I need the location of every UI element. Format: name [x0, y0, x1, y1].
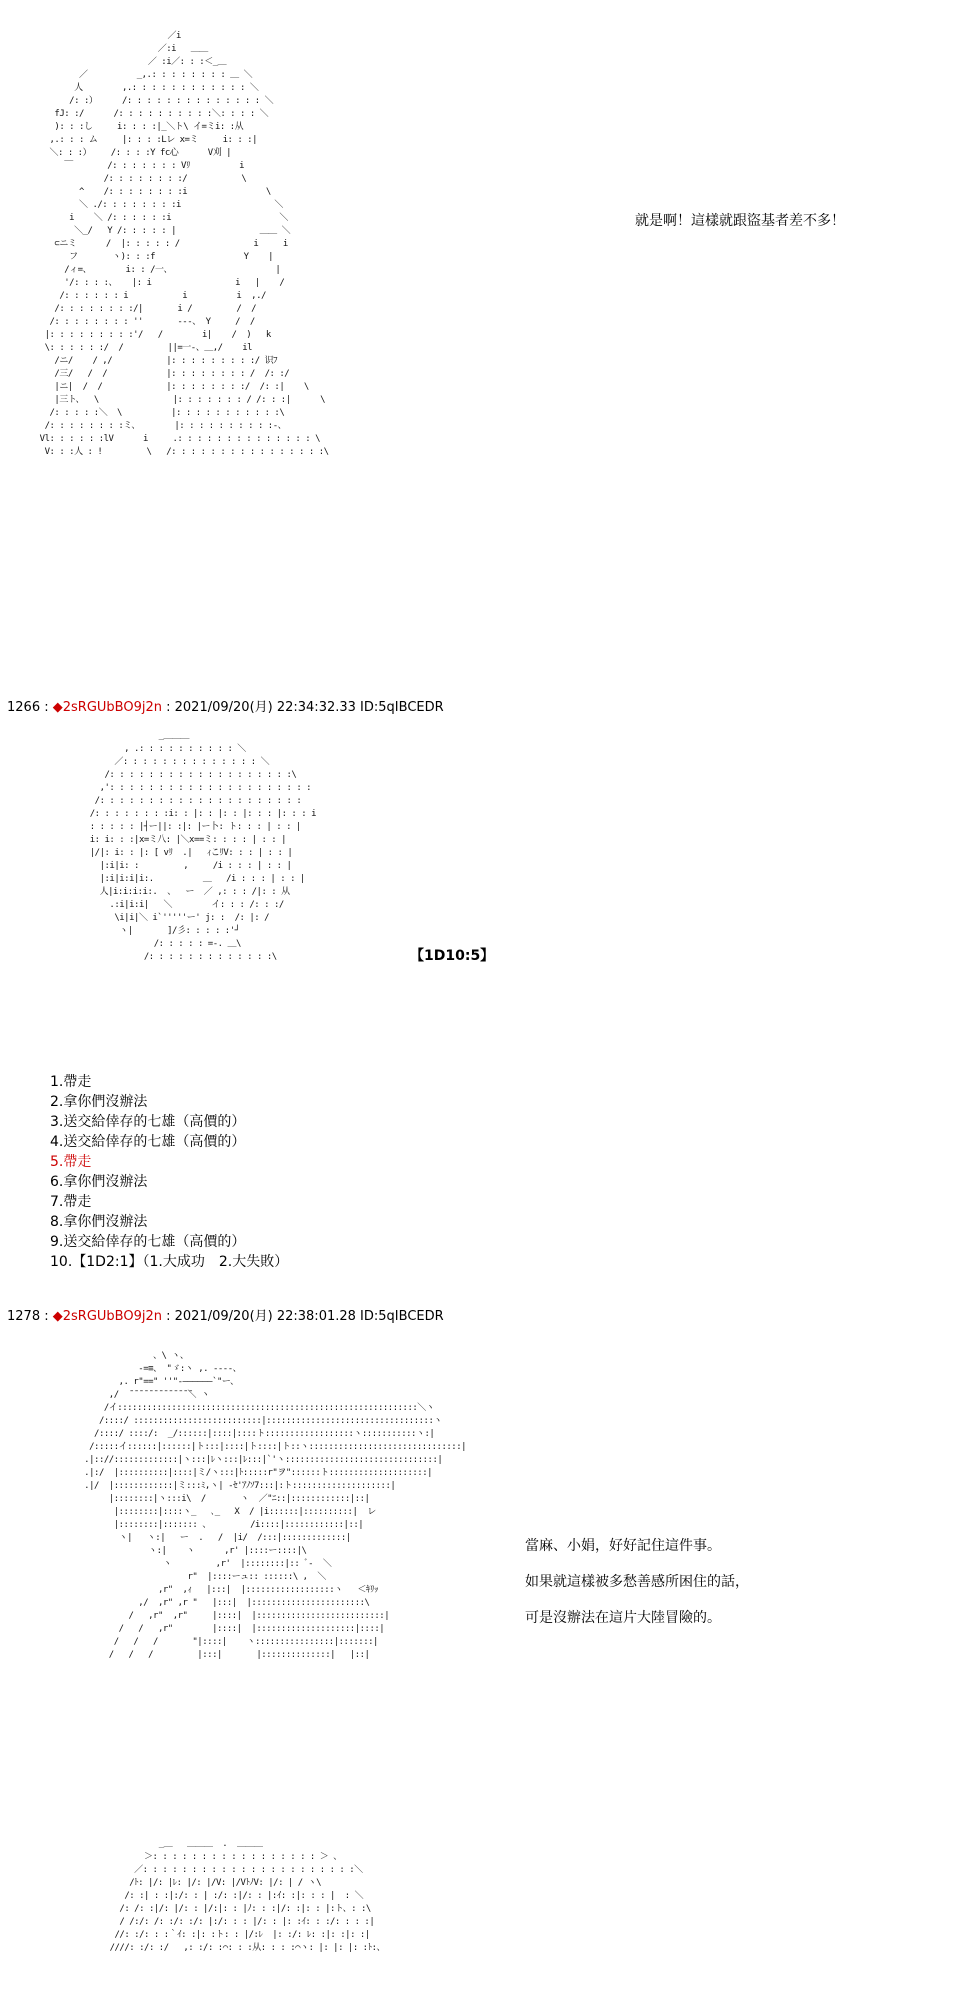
choice-item: 10.【1D2:1】（1.大成功 2.大失敗） [50, 1254, 289, 1270]
choice-item: 4.送交給倖存的七雄（高價的） [50, 1134, 246, 1150]
post-id[interactable]: ID:5qIBCEDR [360, 1309, 444, 1324]
post-number: 1266 [7, 700, 41, 715]
post-date: 2021/09/20(月) 22:38:01.28 [174, 1309, 356, 1324]
post-header-1266: 1266 : ◆2sRGUbBO9j2n : 2021/09/20(月) 22:34:32.33 ID:5qIBCEDR [7, 700, 444, 715]
dialog-line: 當麻、小娟，好好記住這件事。 [525, 1538, 721, 1554]
choice-item: 7.帶走 [50, 1194, 92, 1210]
post-date: 2021/09/20(月) 22:34:32.33 [174, 700, 356, 715]
trip-diamond-icon: ◆ [52, 700, 63, 715]
ascii-art-1: ／i ／:i ＿＿ ／ :i／: : :＜_＿ ／ _,.: : : : : : : : ＿ ＼ 人 ,.: : : : : : : : : : : : ＼ /: :） /: : : : : : : : : : : : : : ＼ fJ: :/ /: : : : : : : : : :＼: : : : ＼ ): : :し i: : : :|_＼ト\ イ=ミi: :从 ,.: : : ム |: : : :Lレ x=ミ i: : :| ＼: : :） /: : : :Y fc心 V刈 | ￣ /: : : : : : : Vﾘ i /: : : : : : : :/ \ ^ /: : : : : : : :i \ ＼ ./: : : : : : : :i ＼ i ＼ /: : : : : :i ＼ ＼_/ Y /: : : : : | ＿＿ ＼ ⊂ニミ / |: : : : : / i i フ ヽ): : :f Y | /ィ=、 i: : /一、 | '/: : : :、 |: i i | / /: : : : : : i i i ,./ /: : : : : : : :/| i / / / /: : : : : : : : '' ---、 Y / / |: : : : : : : : :'/ / i| / ) k \: : : : : :/ / ||=一-、＿,/ il /ニ/ / ,/ |: : : : : : : : :/ 识ﾌ /三/ / / |: : : : : : : : / /: :/ |ニ| / / |: : : : : : : :/ /: :| \ |三ト、 \ |: : : : : : : / /: : :| \ /: : : : :＼ \ |: : : : : : : : : : :\ /: : : : : : : :ミ、 |: : : : : : : : : :-、 Vl: : : : : :lV i .: : : : : : : : : : : : : : \ V: : :人 : ! \ /: : : : : : : : : : : : : : : :\ [39, 31, 329, 457]
post-header-1278: 1278 : ◆2sRGUbBO9j2n : 2021/09/20(月) 22:38:01.28 ID:5qIBCEDR [7, 1309, 444, 1324]
choice-item: 9.送交給倖存的七雄（高價的） [50, 1234, 246, 1250]
dialog-line: 可是沒辦法在這片大陸冒險的。 [525, 1610, 721, 1626]
choice-item: 2.拿你們沒辦法 [50, 1094, 148, 1110]
ascii-art-4: _＿ ＿＿＿ . ＿＿＿ ＞: : : : : : : : : : : : : : : : : ＞ 、 ／: : : : : : : : : : : : : : : : : : : : : :＼ /ﾄ: |/: |ﾚ: |/: |/V: |/VﾄﾉV: |/: | / ヽ\ /: :| : :|:/: : | :/: :|/: : |:ｲ: :|: : : | : ＼ /: /: :|/: |/: : |/:|: : |ﾉ: : :|/: :|: : |:ト、: :\ / /:/: /: :/: :/: |:/: : : |/: : |: :ｲ: : :/: : : :| //: :/: : :｀ｲ: :|: :ト: : |/:ﾚ |: :/: ﾚ: :|: :|: :| ////: :/: :/ ,: :/: :⌒: : :从: : : :⌒ヽ: |: |: |: :ﾄ:、 [109, 1839, 386, 1953]
ascii-art-3: 、\ ヽ、 -=≡、 "ゞ:ヽ ,. -‐--、 ,. r"==" ''"-――――――`"ー、 ,/ ̄ ̄ ̄ ̄ ̄ ̄ ̄ ̄ ̄ ̄ ̄ ̄ ̄＼ ヽ /イ:::::::::::::::::::::::::::::::::::::::::::::::::::::::::::::＼ヽ /::::/ ::::::::::::::::::::::::::|::::::::::::::::::::::::::::::::::ヽ /::::/ ::::/: _/::::::|::::|::::ト::::::::::::::::::ヽ:::::::::::ヽ:| /:::::イ::::::|::::::|ト:::|::::|ト::::|ト::ヽ:::::::::::::::::::::::::::::::| .|:://:::::::::::::|ヽ:::|ﾚヽ:::|ﾚ:::|`'ヽ:::::::::::::::::::::::::::::::| .|:/ |::::::::::|::::|ミ/ヽ:::|ﾄ:::::r"ヲ"::::::ト::::::::::::::::::::| .|/ |::::::::::::|ミ:::ﾐ,ヽ| -ｾ'ｱﾉｿ7:::|:ト::::::::::::::::::::| |::::::::|ヽ:::i\ / ヽ ／"ﾆ::|::::::::::::|::| |::::::::|::::ヽ_ ､_ X / |i::::::|::::::::::| レ |::::::::|::::::: 、 /i::::|::::::::::::|::| ヽ| ヽ:| ー . / |i/ /:::|:::::::::::::| ヽ:| ヽ ,r' |::::ー::::|\ ヽ ,r' |::::::::|:: ﾞ- ＼ r" |::::ーュ:: ::::::\ , ＼ ,r" ,ｨ |:::| |::::::::::::::::::ヽ ＜ｷﾘｯ ,/ ,r" ,r " |:::| |:::::::::::::::::::::::\ / ,r" ,r" |::::| |::::::::::::::::::::::::::| / / ,r" |::::| |::::::::::::::::::::|::::| / / / "|::::| ヽ::::::::::::::::|:::::::| / / / |:::| |::::::::::::::| |::| [84, 1351, 467, 1660]
dialog-line: 如果就這樣被多愁善感所困住的話， [525, 1574, 749, 1590]
post-trip[interactable]: 2sRGUbBO9j2n [62, 1309, 162, 1324]
trip-diamond-icon: ◆ [52, 1309, 63, 1324]
choice-item: 8.拿你們沒辦法 [50, 1214, 148, 1230]
choice-item: 3.送交給倖存的七雄（高價的） [50, 1114, 246, 1130]
post-trip[interactable]: 2sRGUbBO9j2n [62, 700, 162, 715]
post-number: 1278 [7, 1309, 41, 1324]
ascii-art-2: _＿＿＿ , .: : : : : : : : : : ＼ ／: : : : : : : : : : : : : : ＼ /: : : : : : : : : : : : : : : : : : :\ ,': : : : : : : : : : : : : : : : : : : : : /: : : : : : : : : : : : : : : : : : : : : /: : : : : : : :i: : |: : |: : |: : : |: : : i : : : : : |┤ー||: :|: |ー卜: ト: : : | : : | i: i: : :|x=ミ八: |＼x==ミ: : : : | : : | |/|: i: : |: [ vﾘ .| ｨこﾘV: : : | : : | |:i|i: : , /i : : : | : : | |:i|i:i|i:. ＿ /i : : : | : : | 人|i:i:i:i:. 、 ー ／ ,: : : /|: : 从 .:i|i:i| ＼ イ: : : /: : :/ \i|i|＼ i`'''''ー' j: : /: |: / ヽ| ]/彡: : : : :'┘ /: : : : : =-. ＿\ /: : : : : : : : : : : : :\ [89, 731, 317, 962]
dialog-line: 就是啊！這樣就跟盜基者差不多！ [635, 213, 845, 229]
choice-item: 6.拿你們沒辦法 [50, 1174, 148, 1190]
dice-roll: 【1D10:5】 [410, 948, 495, 964]
choice-list [50, 1072, 288, 1272]
choice-item-selected: 5.帶走 [50, 1154, 92, 1170]
choice-item: 1.帶走 [50, 1074, 92, 1090]
post-id[interactable]: ID:5qIBCEDR [360, 700, 444, 715]
